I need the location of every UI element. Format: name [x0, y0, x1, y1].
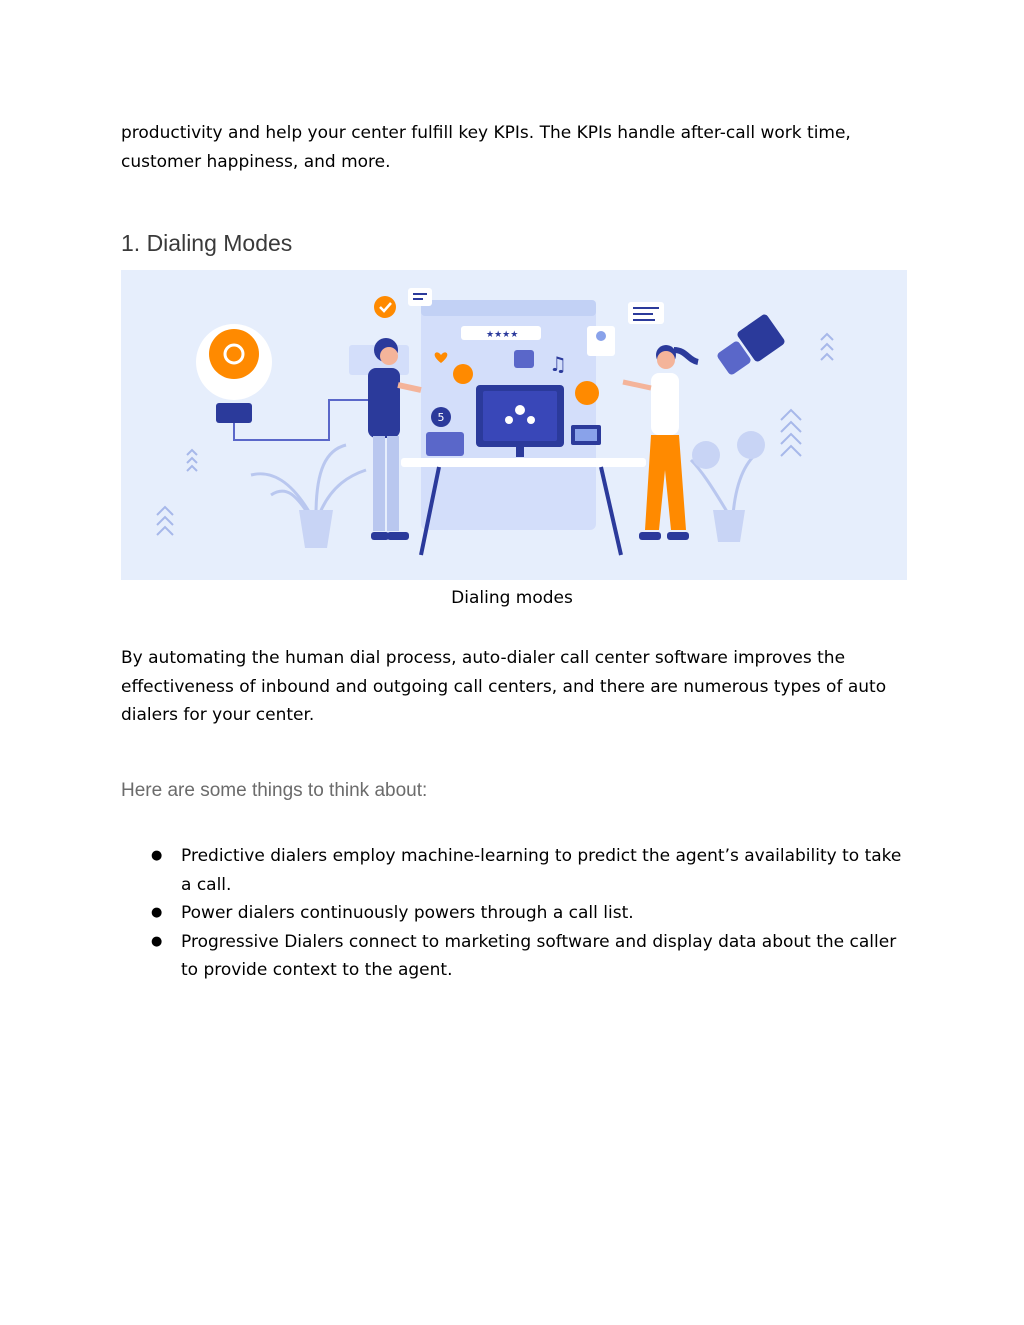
rating-stars-icon: ★★★★	[486, 330, 519, 340]
body-paragraph: By automating the human dial process, auto-dialer call center software improves the effectiveness of inbound and outgoing call centers, and there are numerous types of auto dialers for your center.	[121, 648, 887, 725]
intro-paragraph: productivity and help your center fulfill key KPIs. The KPIs handle after-call work time, customer happiness, and more.	[121, 123, 851, 172]
message-icon	[514, 350, 534, 368]
dialing-modes-figure	[121, 270, 907, 580]
list-item	[121, 899, 911, 928]
plant-left	[251, 445, 366, 548]
browser-bar	[421, 300, 596, 316]
check-badge-icon	[374, 296, 396, 318]
list-item	[121, 842, 911, 899]
chat-bubble-icon	[408, 288, 432, 306]
music-note-icon: ♫	[549, 352, 567, 376]
emoji-love-icon	[453, 364, 473, 384]
photo-card-image	[575, 429, 597, 441]
monitor-icon	[476, 385, 564, 457]
bullet-list	[121, 842, 911, 985]
list-item	[121, 928, 911, 985]
section-heading: 1. Dialing Modes	[121, 230, 293, 256]
figure-caption: Dialing modes	[451, 588, 573, 608]
lightbulb-icon	[196, 324, 272, 423]
bullet-icon: ●	[151, 905, 163, 920]
list-item-text: Power dialers continuously powers through a call list.	[181, 903, 634, 923]
woman-figure	[623, 345, 698, 540]
inbox-icon	[426, 432, 464, 456]
bullet-icon: ●	[151, 933, 163, 949]
dialing-modes-illustration	[121, 270, 907, 580]
list-item-text: Progressive Dialers connect to marketing software and display data about the caller to provide context to the agent.	[181, 931, 897, 980]
connector-wire	[234, 400, 381, 440]
list-item-text: Predictive dialers employ machine-learning to predict the agent’s availability to take a call.	[181, 846, 902, 895]
plant-right	[691, 431, 765, 542]
desk-top	[401, 458, 646, 467]
profile-avatar	[596, 331, 606, 341]
desk-leg	[601, 467, 621, 555]
puzzle-icon	[716, 313, 786, 376]
subheading: Here are some things to think about:	[121, 780, 428, 801]
emoji-smile-icon	[575, 381, 599, 405]
badge-number: 5	[437, 411, 445, 424]
bullet-icon: ●	[151, 848, 163, 863]
